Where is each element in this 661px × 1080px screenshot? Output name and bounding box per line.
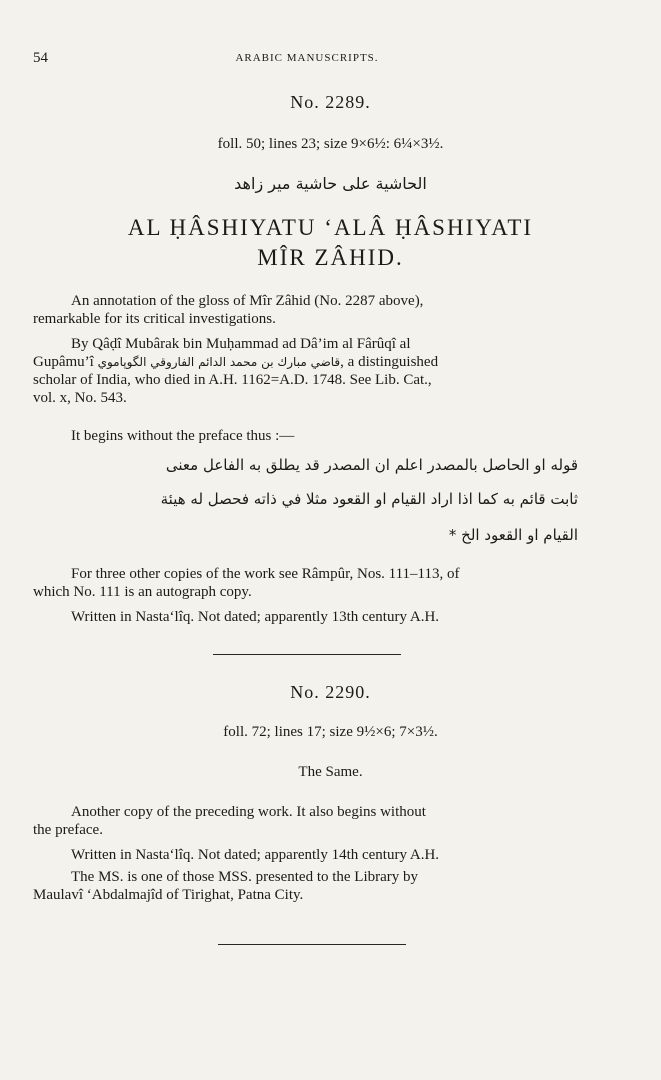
- entry-meta: foll. 72; lines 17; size 9½×6; 7×3½.: [223, 724, 438, 740]
- entry-number: No. 2289.: [290, 92, 371, 112]
- work-title-line2: MÎR ZÂHID.: [257, 245, 404, 270]
- work-title: The Same.: [298, 764, 363, 780]
- copies-paragraph: [33, 565, 578, 601]
- script-note: [33, 846, 578, 864]
- text-line-mixed: [33, 353, 578, 371]
- text-line: remarkable for its critical investigations.: [33, 311, 276, 327]
- arabic-title: الحاشية على حاشية مير زاهد: [234, 174, 427, 193]
- text-line: Written in Nasta‘lîq. Not dated; apparently 13th century A.H.: [71, 609, 440, 625]
- page-header: [33, 50, 581, 70]
- script-note: [33, 608, 578, 626]
- entry-number: No. 2290.: [290, 682, 371, 702]
- provenance-note: [33, 868, 578, 904]
- text-line: It begins without the preface thus :—: [71, 428, 295, 444]
- description-paragraph: [33, 292, 578, 328]
- section-divider: [218, 944, 406, 945]
- text-fragment: , a distinguished: [340, 354, 439, 370]
- text-fragment: Gupâmu’î: [33, 354, 94, 370]
- page-number: 54: [33, 50, 48, 66]
- arabic-quote-line: قوله او الحاصل بالمصدر اعلم ان المصدر قد يطلق به الفاعل معنى: [165, 456, 578, 474]
- text-line: Written in Nasta‘lîq. Not dated; apparently 14th century A.H.: [71, 847, 440, 863]
- running-head: ARABIC MANUSCRIPTS.: [235, 52, 379, 64]
- author-paragraph: [33, 335, 578, 407]
- text-line: vol. x, No. 543.: [33, 390, 127, 406]
- section-divider: [213, 654, 401, 655]
- text-line: Maulavî ‘Abdalmajîd of Tirighat, Patna City.: [33, 887, 304, 903]
- entry-meta: foll. 50; lines 23; size 9×6½: 6¼×3½.: [217, 136, 444, 152]
- arabic-author-name: قاضي مبارك بن محمد الدائم الفاروقي الگوپاموي: [97, 355, 341, 369]
- text-line: the preface.: [33, 822, 103, 838]
- text-line: An annotation of the gloss of Mîr Zâhid (No. 2287 above),: [71, 293, 424, 309]
- text-line: which No. 111 is an autograph copy.: [33, 584, 252, 600]
- description-paragraph: [33, 803, 578, 839]
- arabic-quote-line: القيام او القعود الخ *: [448, 526, 578, 544]
- text-line: Another copy of the preceding work. It also begins without: [71, 804, 426, 820]
- work-title-line1: AL ḤÂSHIYATU ‘ALÂ ḤÂSHIYATI: [127, 215, 534, 240]
- text-line: By Qâḍî Mubârak bin Muḥammad ad Dâ’im al Fârûqî al: [71, 336, 411, 352]
- arabic-quote-line: ثابت قائم به كما اذا اراد القيام او القعود مثلا في ذاته فحصل له هيئة: [160, 490, 578, 508]
- text-line: For three other copies of the work see Râmpûr, Nos. 111–113, of: [71, 566, 460, 582]
- incipit-intro: [33, 427, 578, 445]
- text-line: scholar of India, who died in A.H. 1162=A.D. 1748. See Lib. Cat.,: [33, 372, 432, 388]
- text-line: The MS. is one of those MSS. presented to the Library by: [71, 869, 419, 885]
